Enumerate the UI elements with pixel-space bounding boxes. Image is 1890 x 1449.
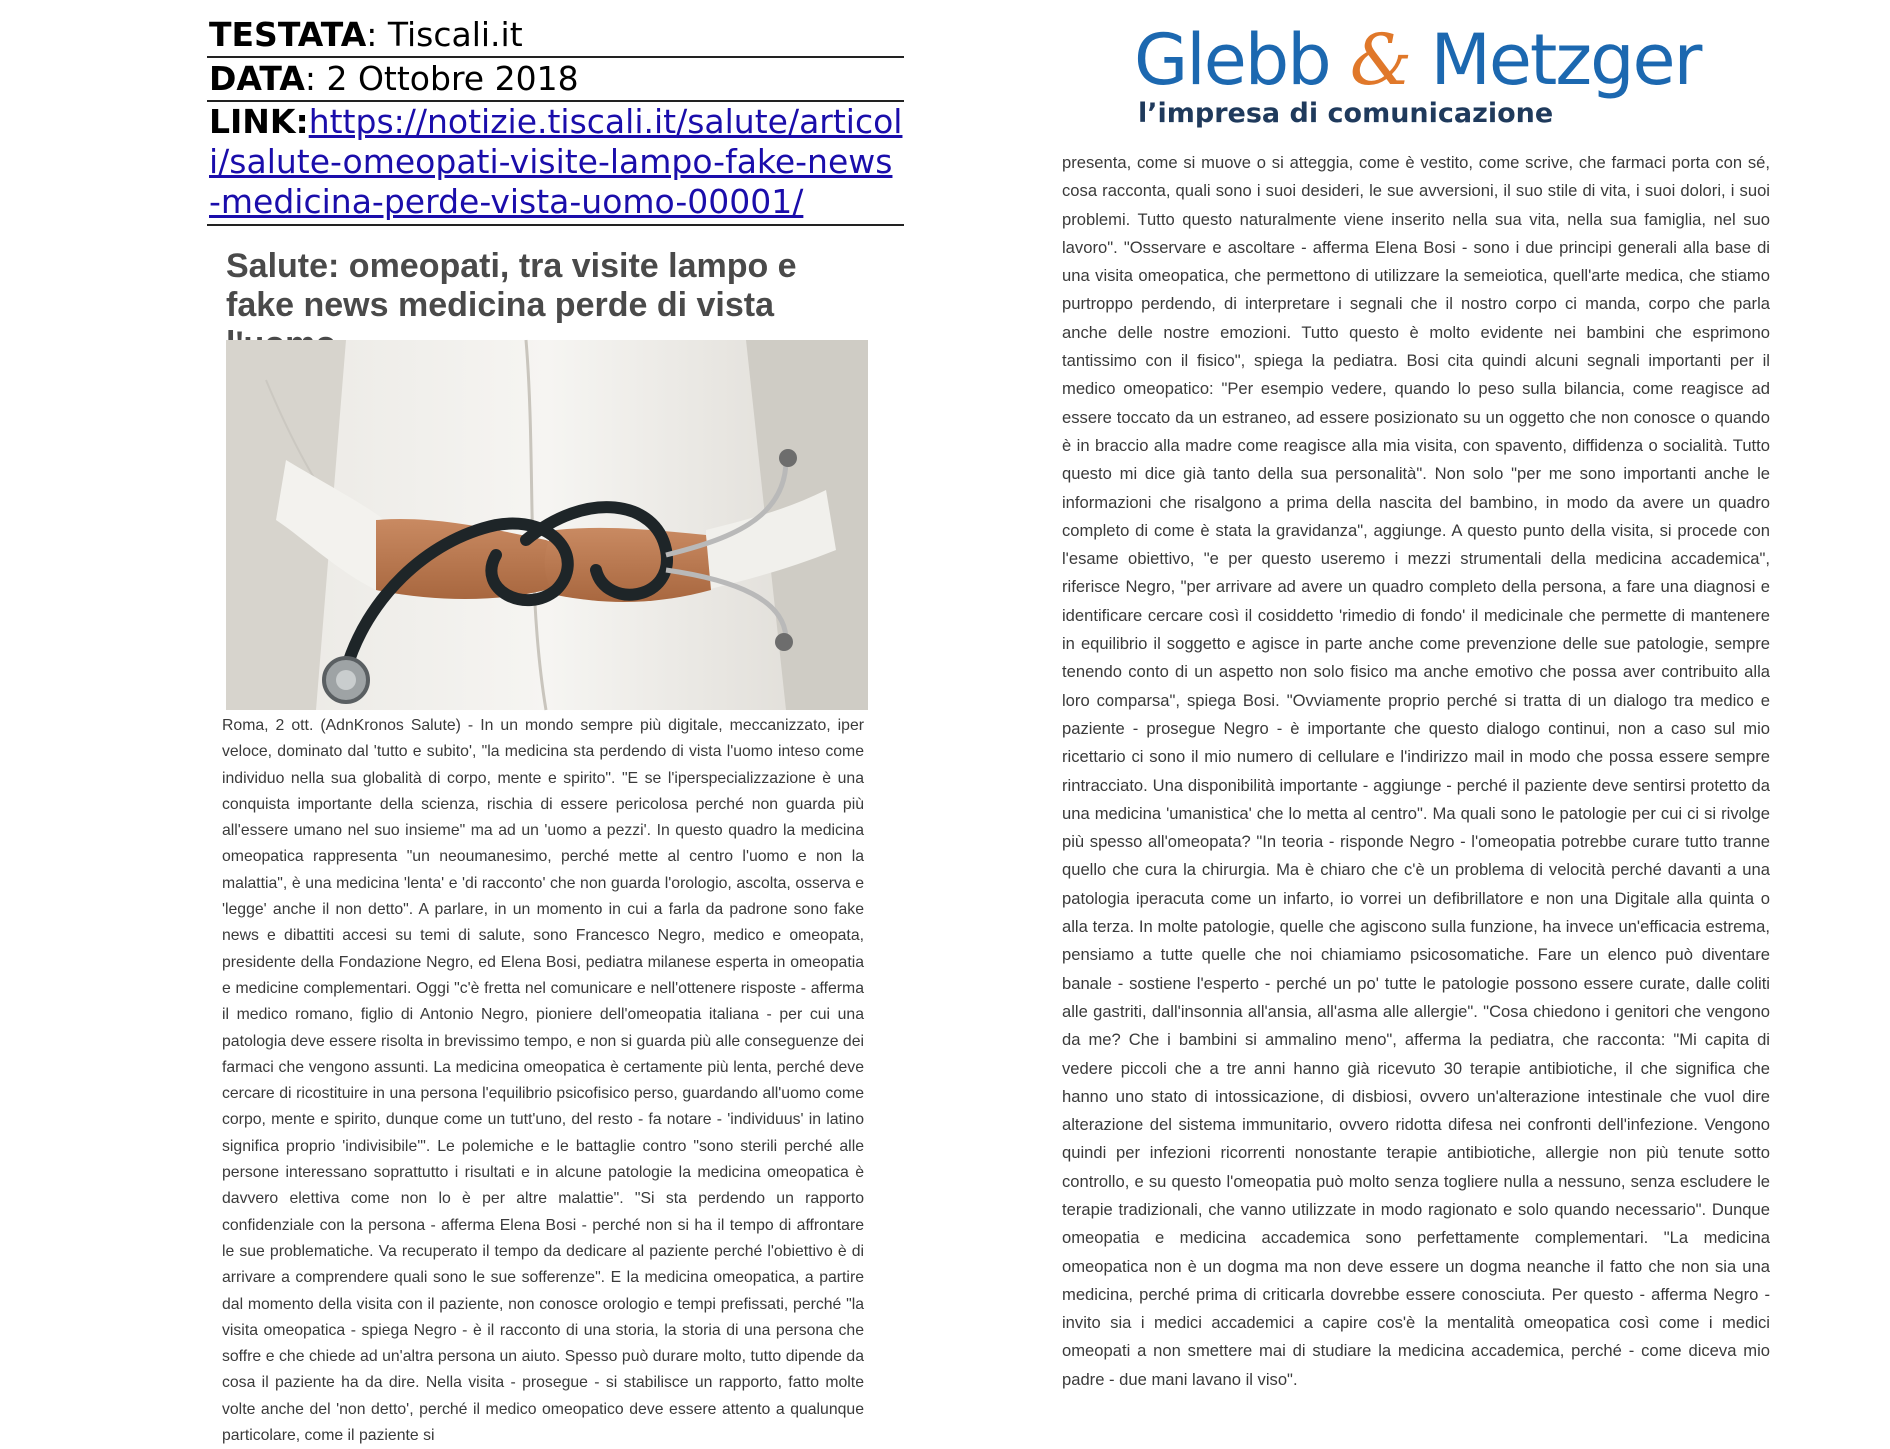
agency-logo [1134,18,1701,142]
logo-tagline: l’impresa di comunicazione [1138,98,1554,129]
article-body-right-column: presenta, come si muove o si atteggia, come è vestito, come scrive, che farmaci porta con sé, cosa racconta, quali sono i suoi desideri, le sue avversioni, il suo stile di vita, i suoi dolori, i suoi problemi. Tutto questo naturalmente viene inserito nella sua vita, nella sua famiglia, nel suo lavoro". "Osservare e ascoltare - afferma Elena Bosi - sono i due principi generali alla base di una visita omeopatica, che permettono di utilizzare la semeiotica, quell'arte medica, che stiamo purtroppo perdendo, di interpretare i segnali che il nostro corpo ci manda, corpo che parla anche delle nostre emozioni. Tutto questo è molto evidente nei bambini che esprimono tantissimo con il fisico", spiega la pediatra. Bosi cita quindi alcuni segnali importanti per il medico omeopatico: "Per esempio vedere, quando lo peso sulla bilancia, come reagisce ad essere toccato da un estraneo, ad essere posizionato su un oggetto che non conosce o quando è in braccio alla madre come reagisce alla mia visita, con spavento, diffidenza o socialità. Tutto questo mi dice già tanto della sua personalità". Non solo "per me sono importanti anche le informazioni che risalgono a prima della nascita del bambino, in modo da avere un quadro completo di come è stata la gravidanza", aggiunge. A questo punto della visita, si procede con l'esame obiettivo, "e per questo useremo i mezzi strumentali della medicina accademica", riferisce Negro, "per arrivare ad avere un quadro completo della persona, a fare una diagnosi e identificare cercare così il cosiddetto 'rimedio di fondo' il medicinale che permette di mantenere in equilibrio il soggetto e agisce in parte anche come prevenzione delle sue patologie, sempre tenendo conto di un aspetto non solo fisico ma anche emotivo che possa aver contribuito alla loro comparsa", spiega Bosi. "Ovviamente proprio perché si tratta di un dialogo tra medico e paziente - prosegue Negro - è importante che questo dialogo continui, non a caso sul mio ricettario ci sono il mio numero di cellulare e l'indirizzo mail in modo che possa essere sempre rintracciato. Una disponibilità importante - aggiunge - perché il paziente deve sentirsi protetto da una medicina 'umanistica' che lo metta al centro". Ma quali sono le patologie per cui ci si rivolge più spesso all'omeopata? "In teoria - risponde Negro - l'omeopatia potrebbe curare tutto tranne quello che cura la chirurgia. Ma è chiaro che c'è un problema di velocità perché davanti a una patologia iperacuta come un infarto, io vorrei un defibrillatore e non una Digitale alla quinta o alla terza. In molte patologie, quelle che agiscono sulla funzione, ha invece un'efficacia estrema, pensiamo a tutte quelle che noi chiamiamo psicosomatiche. Fare un elenco può diventare banale - sostiene l'esperto - perché un po' tutte le patologie possono essere curate, dalle coliti alle gastriti, dall'insonnia all'ansia, all'asma alle allergie". "Cosa chiedono i genitori che vengono da me? Che i bambini si ammalino meno", afferma la pediatra, che racconta: "Mi capita di vedere piccoli che a tre anni hanno già ricevuto 30 terapie antibiotiche, il che significa che hanno uno stato di intossicazione, di disbiosi, ovvero un'alterazione intestinale che vuol dire alterazione del sistema immunitario, ovvero ridotta difesa nei confronti dell'infezione. Vengono quindi per infezioni ricorrenti nonostante terapie antibiotiche, allergie non più tenute sotto controllo, e su questo l'omeopatia può molto senza togliere nulla a nessuno, senza escludere le terapie tradizionali, che vanno utilizzate in modo ragionato e solo quando necessario". Dunque omeopatia e medicina accademica sono perfettamente complementari. "La medicina omeopatica non è un dogma ma non deve essere un dogma neanche il fatto che non sia una medicina, perché prima di criticarla dovrebbe essere conosciuta. Per questo - afferma Negro - invito sia i medici accademici a capire cos'è la mentalità omeopatica così come i medici omeopati a non smettere mai di studiare la medicina accademica, perché - come diceva mio padre - due mani lavano il viso". [1062,153,1770,1389]
logo-ampersand: & [1349,19,1411,101]
logo-name-part1: Glebb [1134,19,1350,101]
data-row [207,58,904,102]
logo-name [1134,18,1701,102]
doctor-stethoscope-photo [226,340,868,710]
testata-label: TESTATA [209,15,367,54]
testata-row [207,14,904,58]
logo-name-part2: Metzger [1410,19,1701,101]
link-row [207,102,904,226]
link-label: LINK: [209,102,309,141]
article-body-left-column: Roma, 2 ott. (AdnKronos Salute) - In un mondo sempre più digitale, meccanizzato, iper veloce, dominato dal 'tutto e subito', "la medicina sta perdendo di vista l'uomo inteso come individuo nella sua globalità di corpo, mente e spirito". "E se l'iperspecializzazione è una conquista importante della scienza, rischia di essere pericolosa perché non guarda più all'essere umano nel suo insieme" ma ad un 'uomo a pezzi'. In questo quadro la medicina omeopatica rappresenta "un neoumanesimo, perché mette al centro l'uomo e non la malattia", è una medicina 'lenta' e 'di racconto' che non guarda l'orologio, ascolta, osserva e 'legge' anche il non detto". A parlare, in un momento in cui a farla da padrone sono fake news e dibattiti accesi su temi di salute, sono Francesco Negro, medico e omeopata, presidente della Fondazione Negro, ed Elena Bosi, pediatra milanese esperta in omeopatia e medicine complementari. Oggi "c'è fretta nel comunicare e nell'ottenere risposte - afferma il medico romano, figlio di Antonio Negro, pioniere dell'omeopatia italiana - per cui una patologia deve essere risolta in brevissimo tempo, e non si guarda più alle conseguenze dei farmaci che vengono assunti. La medicina omeopatica è certamente più lenta, perché deve cercare di ricostituire in una persona l'equilibrio psicofisico perso, guardando all'uomo come corpo, mente e spirito, dunque come un tutt'uno, del resto - fa notare - 'individuus' in latino significa proprio 'indivisibile'". Le polemiche e le battaglie contro "sono sterili perché alle persone interessano soprattutto i risultati e in alcune patologie la medicina omeopatica è davvero elettiva come non lo è per altre malattie". "Si sta perdendo un rapporto confidenziale con la persona - afferma Elena Bosi - perché non si ha il tempo di affrontare le sue problematiche. Va recuperato il tempo da dedicare al paziente perché l'obiettivo è di arrivare a comprendere quali sono le sue sofferenze". E la medicina omeopatica, a partire dal momento della visita con il paziente, non conosce orologio e tempi prefissati, perché "la visita omeopatica - spiega Negro - è il racconto di una storia, la storia di una persona che soffre e che chiede ad un'altra persona un aiuto. Spesso può durare molto, tutto dipende da cosa il paziente ha da dire. Nella visita - prosegue - si stabilisce un rapporto, fatto molte volte anche del 'non detto', perché il medico omeopatico deve essere attento a qualunque particolare, come il paziente si [222,717,864,1445]
testata-value: : Tiscali.it [366,15,523,54]
article-title: Salute: omeopati, tra visite lampo e fake news medicina perde di vista [226,247,797,324]
data-value: : 2 Ottobre 2018 [304,59,579,98]
article-link[interactable]: https://notizie.tiscali.it/salute/articoli/salute-omeopati-visite-lampo-fake-news-medicina-perde-vista-uomo-00001/ [209,102,903,221]
press-info-block [207,14,904,226]
data-label: DATA [209,59,305,98]
